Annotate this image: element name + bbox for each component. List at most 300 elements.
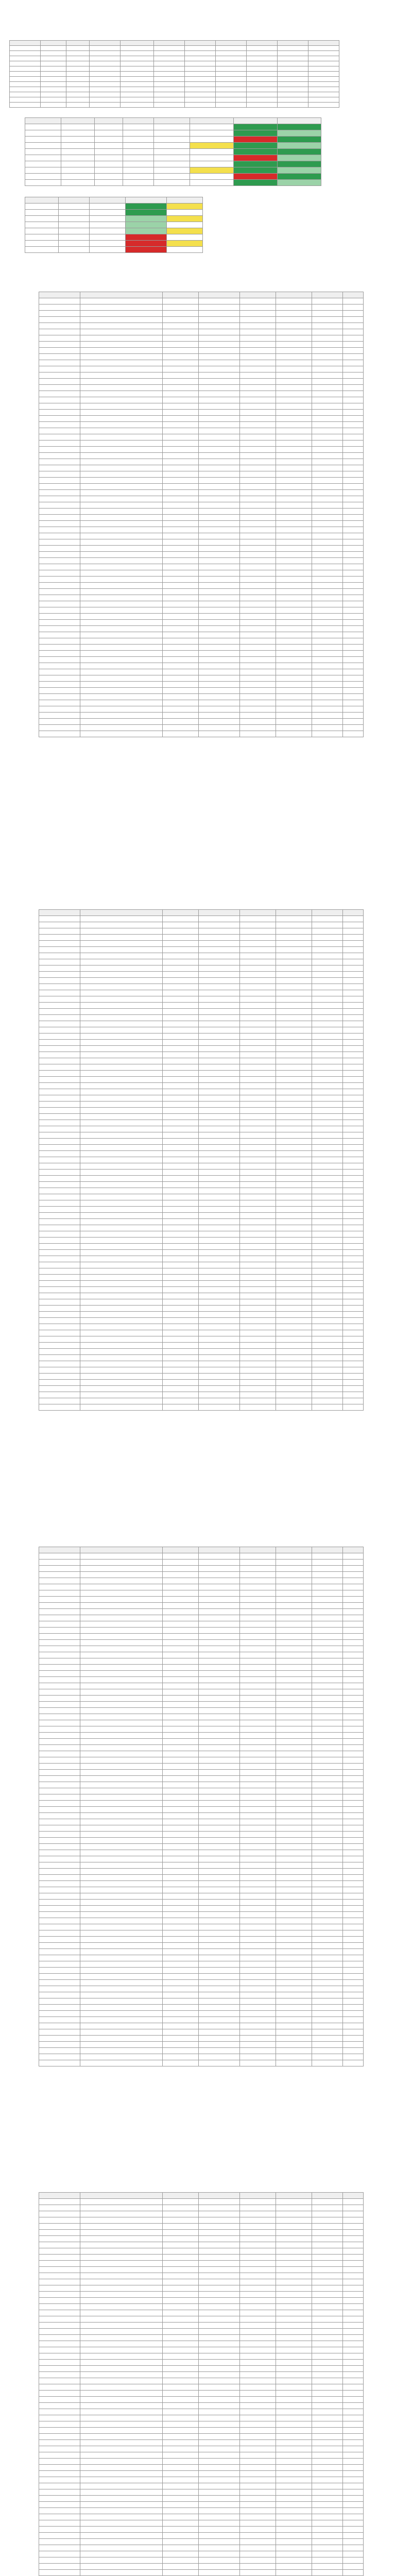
- table-cell: [199, 2217, 240, 2224]
- table-cell: [276, 1924, 312, 1930]
- table-cell: [276, 1299, 312, 1306]
- table-cell: [276, 2341, 312, 2347]
- table-cell: [163, 941, 199, 947]
- table-cell: [163, 1176, 199, 1182]
- table-cell: [276, 1404, 312, 1411]
- table-cell: [39, 2421, 80, 2428]
- table-cell: [80, 1974, 163, 1980]
- table-cell: [199, 1145, 240, 1151]
- table-row: [39, 490, 364, 496]
- table-row: [39, 2545, 364, 2551]
- table-cell: [276, 1392, 312, 1398]
- table-cell: [240, 2023, 276, 2029]
- table-cell: [80, 2372, 163, 2378]
- table-cell: [278, 103, 308, 108]
- table-cell: [343, 1163, 364, 1170]
- table-cell: [312, 2440, 343, 2446]
- table-cell: [39, 1194, 80, 1200]
- table-cell: [163, 1213, 199, 1219]
- table-row: [39, 1114, 364, 1120]
- table-cell: [80, 990, 163, 996]
- table-cell: [39, 342, 80, 348]
- table-cell: [39, 391, 80, 397]
- table-cell: [163, 2415, 199, 2421]
- table-cell: [240, 1739, 276, 1745]
- table-cell: [10, 46, 41, 51]
- table-cell: [199, 1603, 240, 1609]
- table-cell: [80, 1992, 163, 1998]
- table-cell: [199, 626, 240, 632]
- table-cell: [199, 694, 240, 700]
- table-cell: [343, 1275, 364, 1281]
- table-cell: [312, 620, 343, 626]
- table-cell: [343, 1584, 364, 1590]
- table-cell: [240, 1782, 276, 1788]
- header-cell: [80, 910, 163, 916]
- table-cell: [80, 2483, 163, 2489]
- table-cell: [312, 1052, 343, 1058]
- table-cell: [163, 996, 199, 1003]
- table-cell: [41, 72, 66, 77]
- table-row: [39, 978, 364, 984]
- table-cell: [39, 2205, 80, 2211]
- table-cell: [240, 978, 276, 984]
- table-cell: [163, 515, 199, 521]
- header-cell: [25, 118, 61, 124]
- table-cell: [199, 1900, 240, 1906]
- table-cell: [80, 2248, 163, 2255]
- table-row: [39, 1089, 364, 1095]
- table-cell: [234, 167, 278, 174]
- table-cell: [312, 1318, 343, 1324]
- table-cell: [199, 1027, 240, 1033]
- table-cell: [39, 2285, 80, 2292]
- table-cell: [80, 1640, 163, 1646]
- header-cell: [278, 118, 321, 124]
- table-cell: [312, 1844, 343, 1850]
- table-cell: [39, 1268, 80, 1275]
- table-cell: [80, 1200, 163, 1207]
- table-cell: [276, 471, 312, 478]
- table-cell: [343, 496, 364, 502]
- table-row: [39, 527, 364, 533]
- table-cell: [39, 558, 80, 564]
- table-cell: [312, 1726, 343, 1733]
- table-cell: [80, 1893, 163, 1900]
- table-cell: [80, 1120, 163, 1126]
- table-cell: [163, 1120, 199, 1126]
- table-cell: [39, 484, 80, 490]
- table-cell: [163, 651, 199, 657]
- table-cell: [39, 1609, 80, 1615]
- table-cell: [61, 137, 95, 143]
- table-cell: [276, 515, 312, 521]
- table-cell: [240, 2304, 276, 2310]
- table-cell: [199, 2048, 240, 2054]
- table-cell: [163, 1343, 199, 1349]
- table-row: [39, 552, 364, 558]
- table-cell: [39, 1628, 80, 1634]
- table-cell: [240, 2341, 276, 2347]
- table-cell: [312, 2285, 343, 2292]
- table-cell: [312, 1689, 343, 1696]
- table-row: [39, 1170, 364, 1176]
- table-cell: [163, 1250, 199, 1256]
- table-cell: [240, 1324, 276, 1330]
- table-cell: [39, 1306, 80, 1312]
- table-cell: [199, 1961, 240, 1968]
- table-cell: [80, 1757, 163, 1764]
- table-cell: [80, 2459, 163, 2465]
- table-row: [39, 1751, 364, 1757]
- table-cell: [154, 87, 185, 92]
- table-cell: [240, 663, 276, 669]
- table-cell: [39, 379, 80, 385]
- table-cell: [312, 2520, 343, 2527]
- table-cell: [276, 2391, 312, 2397]
- table-row: [39, 1225, 364, 1231]
- table-cell: [240, 1757, 276, 1764]
- table-row: [25, 210, 203, 216]
- table-cell: [163, 1052, 199, 1058]
- table-cell: [343, 1336, 364, 1343]
- table-cell: [163, 416, 199, 422]
- table-cell: [163, 546, 199, 552]
- table-cell: [39, 1293, 80, 1299]
- table-cell: [276, 1163, 312, 1170]
- table-cell: [343, 1287, 364, 1293]
- table-cell: [343, 1794, 364, 1801]
- table-cell: [343, 1677, 364, 1683]
- table-cell: [343, 620, 364, 626]
- table-row: [39, 2564, 364, 2570]
- table-cell: [199, 465, 240, 471]
- table-row: [39, 1689, 364, 1696]
- table-cell: [276, 496, 312, 502]
- table-cell: [163, 1219, 199, 1225]
- table-cell: [276, 1343, 312, 1349]
- table-cell: [39, 626, 80, 632]
- table-cell: [80, 564, 163, 570]
- table-cell: [216, 51, 247, 56]
- table-cell: [312, 2017, 343, 2023]
- table-cell: [312, 502, 343, 509]
- table-cell: [343, 1757, 364, 1764]
- table-cell: [185, 87, 216, 92]
- table-row: [39, 2205, 364, 2211]
- table-cell: [278, 97, 308, 103]
- table-cell: [154, 72, 185, 77]
- table-cell: [123, 137, 154, 143]
- table-cell: [39, 1949, 80, 1955]
- table-cell: [240, 342, 276, 348]
- table-cell: [80, 657, 163, 663]
- table-cell: [240, 984, 276, 990]
- table-cell: [276, 2459, 312, 2465]
- table-cell: [163, 1875, 199, 1881]
- table-cell: [312, 1145, 343, 1151]
- table-cell: [240, 713, 276, 719]
- table-cell: [312, 1968, 343, 1974]
- table-row: [39, 570, 364, 577]
- table-cell: [199, 1875, 240, 1881]
- table-cell: [312, 1733, 343, 1739]
- table-cell: [80, 725, 163, 731]
- table-cell: [163, 2434, 199, 2440]
- table-cell: [80, 583, 163, 589]
- table-cell: [39, 1998, 80, 2005]
- table-row: [39, 1293, 364, 1299]
- table-cell: [80, 1244, 163, 1250]
- table-cell: [199, 1560, 240, 1566]
- table-cell: [163, 1764, 199, 1770]
- table-cell: [343, 1578, 364, 1584]
- table-cell: [163, 1268, 199, 1275]
- table-cell: [163, 1293, 199, 1299]
- table-cell: [39, 984, 80, 990]
- table-cell: [343, 577, 364, 583]
- table-cell: [199, 1801, 240, 1807]
- table-cell: [343, 2279, 364, 2285]
- table-cell: [312, 1832, 343, 1838]
- table-cell: [39, 675, 80, 682]
- table-cell: [163, 1906, 199, 1912]
- header-cell: [240, 910, 276, 916]
- table-cell: [39, 2564, 80, 2570]
- table-cell: [312, 953, 343, 959]
- table-cell: [312, 1040, 343, 1046]
- table-cell: [163, 2551, 199, 2557]
- table-cell: [185, 51, 216, 56]
- table-cell: [312, 632, 343, 638]
- table-cell: [199, 669, 240, 675]
- table-row: [39, 1275, 364, 1281]
- table-cell: [39, 1745, 80, 1751]
- table-cell: [276, 1194, 312, 1200]
- table-cell: [95, 180, 123, 186]
- table-cell: [199, 1380, 240, 1386]
- table-cell: [154, 97, 185, 103]
- table-cell: [199, 329, 240, 335]
- table-cell: [343, 2514, 364, 2520]
- table-row: [39, 1083, 364, 1089]
- table-cell: [121, 56, 154, 61]
- table-cell: [343, 2496, 364, 2502]
- table-cell: [39, 713, 80, 719]
- table-cell: [199, 2477, 240, 2483]
- table-cell: [163, 403, 199, 410]
- table-cell: [234, 149, 278, 155]
- table-cell: [240, 1584, 276, 1590]
- table-cell: [312, 1361, 343, 1367]
- table-cell: [343, 2054, 364, 2060]
- table-cell: [343, 1689, 364, 1696]
- table-cell: [276, 2384, 312, 2391]
- table-cell: [312, 1182, 343, 1188]
- header-cell: [199, 292, 240, 298]
- table-cell: [39, 638, 80, 645]
- table-cell: [240, 2428, 276, 2434]
- table-cell: [312, 1163, 343, 1170]
- table-cell: [343, 1893, 364, 1900]
- table-cell: [80, 1299, 163, 1306]
- table-cell: [39, 2452, 80, 2459]
- table-cell: [39, 1992, 80, 1998]
- table-cell: [80, 2292, 163, 2298]
- table-cell: [240, 1560, 276, 1566]
- table-cell: [163, 2279, 199, 2285]
- table-cell: [240, 2029, 276, 2036]
- table-cell: [276, 694, 312, 700]
- table-cell: [163, 2211, 199, 2217]
- header-cell: [80, 1547, 163, 1553]
- table-cell: [163, 675, 199, 682]
- table-row: [39, 916, 364, 922]
- table-cell: [276, 1677, 312, 1683]
- table-cell: [343, 1887, 364, 1893]
- table-row: [25, 155, 321, 161]
- table-cell: [276, 2242, 312, 2248]
- table-cell: [276, 959, 312, 965]
- table-cell: [39, 1009, 80, 1015]
- table-cell: [343, 385, 364, 391]
- header-cell: [80, 2193, 163, 2199]
- table-cell: [39, 916, 80, 922]
- table-row: [39, 2285, 364, 2292]
- table-cell: [312, 1157, 343, 1163]
- table-cell: [80, 1281, 163, 1287]
- table-cell: [343, 453, 364, 459]
- table-cell: [80, 1256, 163, 1262]
- table-cell: [276, 1058, 312, 1064]
- table-cell: [240, 972, 276, 978]
- table-row: [39, 1077, 364, 1083]
- table-row: [39, 941, 364, 947]
- table-cell: [276, 2298, 312, 2304]
- table-cell: [240, 502, 276, 509]
- table-cell: [90, 82, 121, 87]
- table-cell: [343, 2539, 364, 2545]
- table-cell: [80, 558, 163, 564]
- table-cell: [154, 174, 190, 180]
- table-cell: [80, 1912, 163, 1918]
- table-row: [39, 372, 364, 379]
- table-cell: [276, 1256, 312, 1262]
- table-cell: [80, 589, 163, 595]
- table-row: [39, 502, 364, 509]
- table-row: [39, 2011, 364, 2017]
- table-row: [25, 216, 203, 222]
- table-cell: [276, 1114, 312, 1120]
- table-cell: [199, 1937, 240, 1943]
- table-cell: [240, 1367, 276, 1374]
- table-cell: [39, 1838, 80, 1844]
- table-row: [39, 2502, 364, 2508]
- table-cell: [80, 2421, 163, 2428]
- table-cell: [90, 216, 126, 222]
- table-cell: [276, 984, 312, 990]
- table-cell: [276, 731, 312, 737]
- table-row: [39, 1101, 364, 1108]
- table-cell: [163, 2205, 199, 2211]
- table-cell: [39, 2471, 80, 2477]
- table-row: [39, 2533, 364, 2539]
- table-cell: [80, 2477, 163, 2483]
- table-cell: [199, 978, 240, 984]
- table-cell: [234, 143, 278, 149]
- table-cell: [276, 1745, 312, 1751]
- table-cell: [312, 1943, 343, 1949]
- table-cell: [199, 2421, 240, 2428]
- table-row: [39, 990, 364, 996]
- table-cell: [39, 1021, 80, 1027]
- table-row: [39, 546, 364, 552]
- table-cell: [240, 2310, 276, 2316]
- table-cell: [343, 663, 364, 669]
- table-cell: [343, 978, 364, 984]
- table-row: [39, 2434, 364, 2440]
- table-cell: [199, 1120, 240, 1126]
- table-cell: [80, 1832, 163, 1838]
- table-cell: [199, 2316, 240, 2323]
- table-cell: [39, 515, 80, 521]
- table-cell: [343, 965, 364, 972]
- table-cell: [199, 1287, 240, 1293]
- table-cell: [240, 1646, 276, 1652]
- table-cell: [240, 941, 276, 947]
- table-cell: [199, 1590, 240, 1597]
- table-cell: [343, 1862, 364, 1869]
- table-cell: [343, 1207, 364, 1213]
- table-cell: [199, 713, 240, 719]
- header-cell: [199, 2193, 240, 2199]
- table-cell: [276, 1739, 312, 1745]
- table-cell: [240, 1628, 276, 1634]
- table-cell: [343, 2029, 364, 2036]
- table-cell: [39, 2211, 80, 2217]
- table-cell: [312, 2335, 343, 2341]
- table-cell: [343, 1231, 364, 1238]
- table-cell: [276, 620, 312, 626]
- table-cell: [199, 1572, 240, 1578]
- table-cell: [80, 1386, 163, 1392]
- table-cell: [163, 471, 199, 478]
- table-cell: [312, 428, 343, 434]
- table-cell: [199, 484, 240, 490]
- table-cell: [80, 2533, 163, 2539]
- table-row: [39, 1132, 364, 1139]
- table-cell: [278, 167, 321, 174]
- table-cell: [199, 1949, 240, 1955]
- main-table-block-3: [39, 1547, 364, 2066]
- table-cell: [199, 2366, 240, 2372]
- table-cell: [80, 682, 163, 688]
- table-cell: [80, 916, 163, 922]
- table-cell: [343, 1770, 364, 1776]
- table-cell: [199, 1968, 240, 1974]
- table-cell: [343, 694, 364, 700]
- table-cell: [163, 552, 199, 558]
- table-cell: [276, 1609, 312, 1615]
- table-cell: [199, 1293, 240, 1299]
- table-cell: [343, 583, 364, 589]
- table-cell: [240, 1349, 276, 1355]
- table-cell: [240, 1930, 276, 1937]
- table-row: [39, 1992, 364, 1998]
- table-cell: [80, 1566, 163, 1572]
- table-cell: [39, 1794, 80, 1801]
- table-row: [39, 2452, 364, 2459]
